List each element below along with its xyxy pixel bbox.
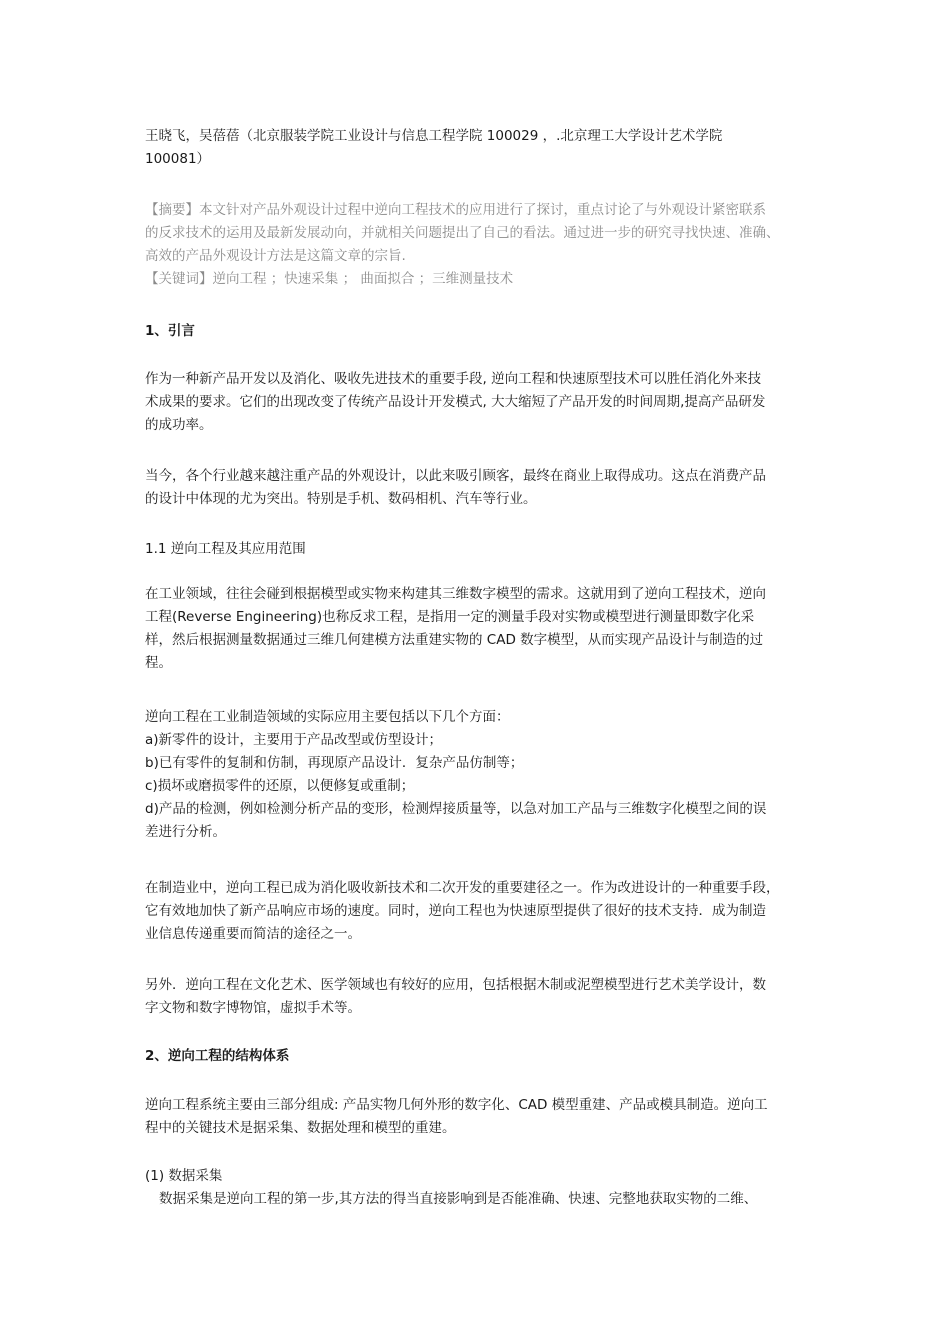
keywords: 【关键词】逆向工程 ；快速采集 ； 曲面拟合 ；三维测量技术 [145,271,514,287]
subsection-1-1-heading: 1.1 逆向工程及其应用范围 [145,541,306,557]
list-item: d)产品的检测，例如检测分析产品的变形，检测焊接质量等，以急对加工产品与三维数字化模型之间的误 [145,801,767,817]
list-item: a)新零件的设计，主要用于产品改型或仿型设计； [145,732,443,748]
paragraph: 逆向工程系统主要由三部分组成: 产品实物几何外形的数字化、CAD 模型重建、产品或模具制造。逆向工 程中的关键技术是据采集、数据处理和模型的重建。 [145,1097,768,1136]
paragraph: 另外．逆向工程在文化艺术、医学领域也有较好的应用，包括根据木制或泥塑模型进行艺术美学设计，数 字文物和数字博物馆，虚拟手术等。 [145,977,766,1016]
list-intro: 逆向工程在工业制造领域的实际应用主要包括以下几个方面： [145,709,510,725]
subsection-data-acquisition-heading: (1) 数据采集 [145,1168,223,1184]
abstract: 【摘要】本文针对产品外观设计过程中逆向工程技术的应用进行了探讨，重点讨论了与外观设计紧密联系 的反求技术的运用及最新发展动向，并就相关问题提出了自己的看法。通过进一步的研究寻找快速、准确、 高效的产品外观设计方法是这篇文章的宗旨. 【关键词】逆向工程 ；快速采集 ； 曲面拟合 ；三维测量技术 [145,199,815,291]
paragraph: 在工业领域，往往会碰到根据模型或实物来构建其三维数字模型的需求。这就用到了逆向工程技术，逆向 工程(Reverse Engineering)也称反求工程，是指用一定的测量手段对实物或模型进行测量即数字化采 样，然后根据测量数据通过三维几何建模方法重建实物的 CAD 数字模型，从而实现产品设计与制造的过 程。 [145,586,766,671]
paragraph: 作为一种新产品开发以及消化、吸收先进技术的重要手段, 逆向工程和快速原型技术可以胜任消化外来技 术成果的要求。它们的出现改变了传统产品设计开发模式, 大大缩短了产品开发的时间周期,提高产品研发 的成功率。 [145,371,766,433]
section-1-heading: 1、引言 [145,323,195,339]
list-item: b)已有零件的复制和仿制，再现原产品设计．复杂产品仿制等； [145,755,524,771]
paragraph: 数据采集是逆向工程的第一步,其方法的得当直接影响到是否能准确、快速、完整地获取实物的二维、 [159,1191,758,1207]
list-item: c)损坏或磨损零件的还原，以便修复或重制； [145,778,415,794]
author-affiliation: 王晓飞，吴蓓蓓（北京服装学院工业设计与信息工程学院 100029 ，.北京理工大学设计艺术学院 100081） [145,128,723,167]
paragraph: 在制造业中，逆向工程已成为消化吸收新技术和二次开发的重要建径之一。作为改进设计的一种重要手段， 它有效地加快了新产品响应市场的速度。同时，逆向工程也为快速原型提供了很好的技术支持．成为制造 业信息传递重要而简洁的途径之一。 [145,880,780,942]
section-2-heading: 2、逆向工程的结构体系 [145,1048,290,1064]
paragraph: 当今，各个行业越来越注重产品的外观设计，以此来吸引顾客，最终在商业上取得成功。这点在消费产品 的设计中体现的尤为突出。特别是手机、数码相机、汽车等行业。 [145,468,766,507]
application-list: 逆向工程在工业制造领域的实际应用主要包括以下几个方面： a)新零件的设计，主要用于产品改型或仿型设计； b)已有零件的复制和仿制，再现原产品设计．复杂产品仿制等； c)损坏或磨损零件的还原，以便修复或重制； d)产品的检测，例如检测分析产品的变形，检测焊接质量等，以急对加工产品与三维数字化模型之间的误 差进行分析。 [145,706,815,844]
